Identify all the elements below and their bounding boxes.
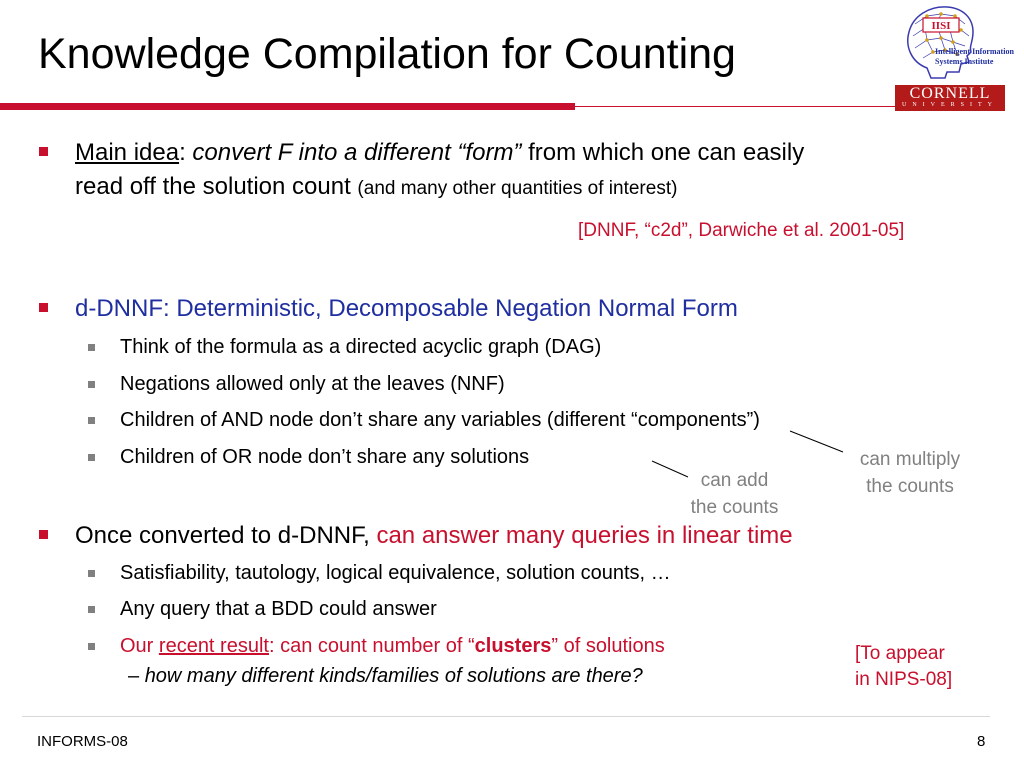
converted-line: [75, 519, 793, 553]
our-prefix: Our: [120, 635, 159, 657]
iis-logo-badge: IISI: [931, 20, 951, 32]
slide-title: Knowledge Compilation for Counting: [38, 30, 736, 78]
annotation-can-multiply-line1: can multiply: [859, 449, 961, 470]
clusters-question: how many different kinds/families of solutions are there?: [144, 665, 643, 687]
footer-divider: [22, 716, 990, 717]
main-idea-label: Main idea: [75, 139, 180, 166]
cornell-logo-name: CORNELL: [909, 85, 991, 102]
bullet-marker: [39, 303, 48, 312]
ddnnf-item-3: Children of AND node don’t share any variables (different “components”): [120, 409, 760, 431]
clusters-word: clusters: [474, 635, 552, 657]
ddnnf-item-2: Negations allowed only at the leaves (NNF): [120, 373, 505, 395]
sub-bullet-marker: [88, 454, 95, 461]
iis-logo: [897, 2, 1022, 80]
our-end: ” of solutions: [551, 635, 665, 657]
ddnnf-heading: d-DNNF: Deterministic, Decomposable Negation Normal Form: [75, 295, 738, 322]
question-dash: –: [128, 665, 145, 687]
converted-highlight: can answer many queries in linear time: [376, 522, 793, 549]
bullet-marker: [39, 530, 48, 539]
cornell-logo: [895, 85, 1005, 111]
annotation-can-multiply: [840, 446, 980, 500]
appear-nips-line2: in NIPS-08]: [855, 669, 953, 690]
our-mid: : can count number of “: [268, 635, 475, 657]
converted-item-3: [120, 632, 665, 660]
recent-result: recent result: [158, 635, 269, 657]
converted-item-1: Satisfiability, tautology, logical equivalence, solution counts, …: [120, 562, 671, 584]
ddnnf-item-1: Think of the formula as a directed acyclic graph (DAG): [120, 336, 602, 358]
footer-event: INFORMS-08: [37, 733, 128, 750]
converted-text: Once converted to d-DNNF,: [75, 522, 377, 549]
main-idea-line2-main: read off the solution count: [75, 173, 358, 200]
iis-logo-line2: Systems Institute: [935, 57, 994, 66]
main-idea-line2-small: (and many other quantities of interest): [357, 178, 678, 199]
annotation-can-add-line2: the counts: [690, 497, 779, 518]
converted-item-2: Any query that a BDD could answer: [120, 598, 437, 620]
bullet-marker: [39, 147, 48, 156]
iis-logo-line1: Intelligent Information: [935, 47, 1014, 56]
sub-bullet-marker: [88, 344, 95, 351]
sub-bullet-marker: [88, 606, 95, 613]
annotation-can-add-line1: can add: [700, 470, 769, 491]
annotation-can-multiply-line2: the counts: [866, 476, 954, 497]
sub-bullet-marker: [88, 417, 95, 424]
connector-multiply: [790, 431, 843, 452]
reference-dnnf: [DNNF, “c2d”, Darwiche et al. 2001-05]: [578, 220, 905, 241]
sub-bullet-marker: [88, 570, 95, 577]
main-idea-rest: from which one can easily: [521, 139, 805, 166]
annotation-can-add: [672, 467, 797, 521]
sub-bullet-marker: [88, 381, 95, 388]
clusters-question-line: [128, 662, 643, 690]
main-idea-colon: :: [179, 139, 186, 166]
footer-page-number: 8: [977, 733, 986, 750]
title-underline-thick: [0, 103, 575, 110]
ddnnf-item-4: Children of OR node don’t share any solutions: [120, 446, 530, 468]
main-idea-line1: [75, 136, 804, 170]
appear-nips-line1: [To appear: [855, 643, 945, 664]
main-idea-line2: [75, 170, 677, 206]
appear-nips-note: [855, 641, 952, 693]
cornell-logo-sub: UNIVERSITY: [902, 102, 998, 108]
main-idea-italic: convert F into a different “form”: [192, 139, 522, 166]
sub-bullet-marker: [88, 643, 95, 650]
